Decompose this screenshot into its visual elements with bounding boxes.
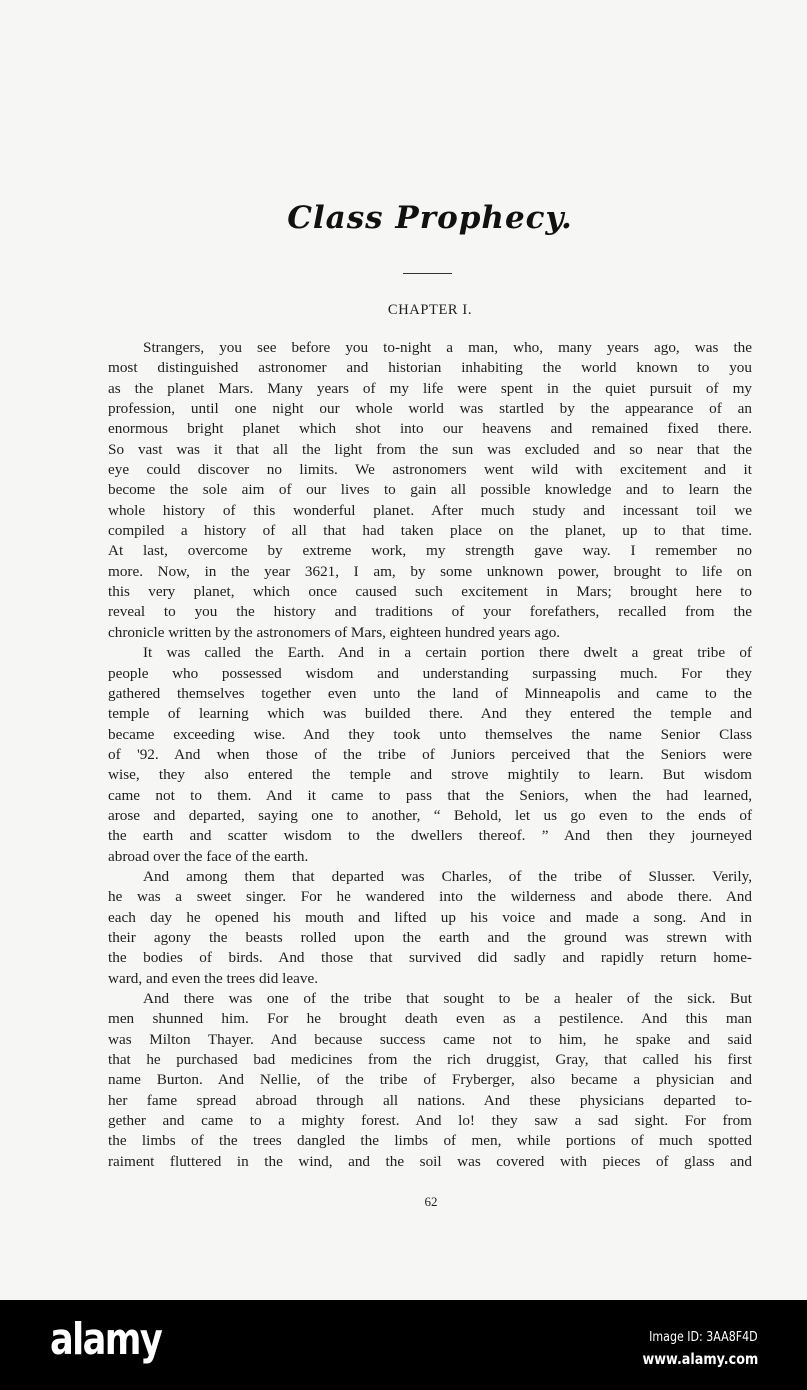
paragraph	[108, 989, 752, 1172]
text-line: ward, and even the trees did leave.	[108, 969, 318, 987]
text-line: more. Now, in the year 3621, I am, by some unknown power, brought to life on	[108, 562, 752, 580]
site-url: www.alamy.com	[642, 1350, 758, 1368]
text-line: the bodies of birds. And those that survived did sadly and rapidly return home-	[108, 949, 752, 967]
chapter-heading: CHAPTER I.	[387, 302, 473, 318]
text-line: whole history of this wonderful planet. After much study and incessant toil we	[108, 501, 752, 519]
title-divider	[403, 273, 452, 274]
text-line: become the sole aim of our lives to gain all possible knowledge and to learn the	[108, 481, 752, 499]
text-line: the earth and scatter wisdom to the dwellers thereof. ” And then they journeyed	[108, 827, 752, 845]
text-line: was Milton Thayer. And because success came not to him, he spake and said	[108, 1030, 752, 1048]
text-line: became exceeding wise. And they took unto themselves the name Senior Class	[108, 725, 752, 743]
paragraph	[108, 338, 752, 643]
text-line: name Burton. And Nellie, of the tribe of Fryberger, also became a physician and	[108, 1071, 752, 1089]
text-line: as the planet Mars. Many years of my life were spent in the quiet pursuit of my	[108, 379, 752, 397]
text-line: Strangers, you see before you to-night a man, who, many years ago, was the	[143, 339, 752, 356]
watermark-footer	[0, 1300, 807, 1390]
text-line: compiled a history of all that had taken place on the planet, up to that time.	[108, 522, 752, 540]
page-title: Class Prophecy.	[287, 200, 573, 236]
text-line: It was called the Earth. And in a certain portion there dwelt a great tribe of	[143, 644, 752, 662]
text-line: reveal to you the history and traditions of your forefathers, recalled from the	[108, 603, 752, 621]
text-line: men shunned him. For he brought death even as a pestilence. And this man	[108, 1010, 752, 1028]
text-line: profession, until one night our whole world was startled by the appearance of an	[108, 400, 752, 418]
text-line: their agony the beasts rolled upon the earth and the ground was strewn with	[108, 928, 752, 946]
paragraph	[108, 643, 752, 867]
text-line: enormous bright planet which shot into our heavens and remained fixed there.	[108, 420, 752, 438]
image-id: Image ID: 3AA8F4D	[649, 1330, 758, 1345]
text-line: And there was one of the tribe that sought to be a healer of the sick. But	[143, 990, 752, 1007]
text-line: abroad over the face of the earth.	[108, 847, 309, 865]
body-text	[108, 338, 752, 1172]
text-line: wise, they also entered the temple and strove mightily to learn. But wisdom	[108, 766, 752, 784]
text-line: At last, overcome by extreme work, my strength gave way. I remember no	[108, 542, 752, 560]
text-line: people who possessed wisdom and understanding surpassing much. For they	[108, 664, 752, 682]
text-line: most distinguished astronomer and historian inhabiting the world known to you	[108, 359, 752, 377]
text-line: the limbs of the trees dangled the limbs of men, while portions of much spotted	[108, 1132, 752, 1150]
text-line: And among them that departed was Charles, of the tribe of Slusser. Verily,	[143, 867, 752, 885]
text-line: eye could discover no limits. We astronomers went wild with excitement and it	[108, 461, 752, 479]
text-line: each day he opened his mouth and lifted up his voice and made a song. And in	[108, 908, 752, 926]
text-line: temple of learning which was builded there. And they entered the temple and	[108, 705, 752, 723]
text-line: came not to them. And it came to pass that the Seniors, when the had learned,	[108, 786, 752, 804]
page-number: 62	[424, 1194, 438, 1209]
text-line: gathered themselves together even unto the land of Minneapolis and came to the	[108, 684, 752, 702]
text-line: this very planet, which once caused such excitement in Mars; brought here to	[108, 583, 752, 601]
text-line: arose and departed, saying one to another, “ Behold, let us go even to the ends of	[108, 806, 752, 824]
text-line: So vast was it that all the light from the sun was excluded and so near that the	[108, 440, 752, 458]
text-line: that he purchased bad medicines from the rich druggist, Gray, that called his first	[108, 1051, 752, 1069]
text-line: her fame spread abroad through all nations. And these physicians departed to-	[108, 1091, 752, 1109]
text-line: of '92. And when those of the tribe of Juniors perceived that the Seniors were	[108, 745, 752, 763]
text-line: he was a sweet singer. For he wandered into the wilderness and abode there. And	[108, 888, 752, 906]
alamy-logo: alamy	[50, 1314, 162, 1365]
text-line: gether and came to a mighty forest. And lo! they saw a sad sight. For from	[108, 1112, 752, 1130]
text-line: raiment fluttered in the wind, and the soil was covered with pieces of glass and	[108, 1152, 752, 1170]
text-line: chronicle written by the astronomers of Mars, eighteen hundred years ago.	[108, 623, 561, 641]
paragraph	[108, 867, 752, 989]
